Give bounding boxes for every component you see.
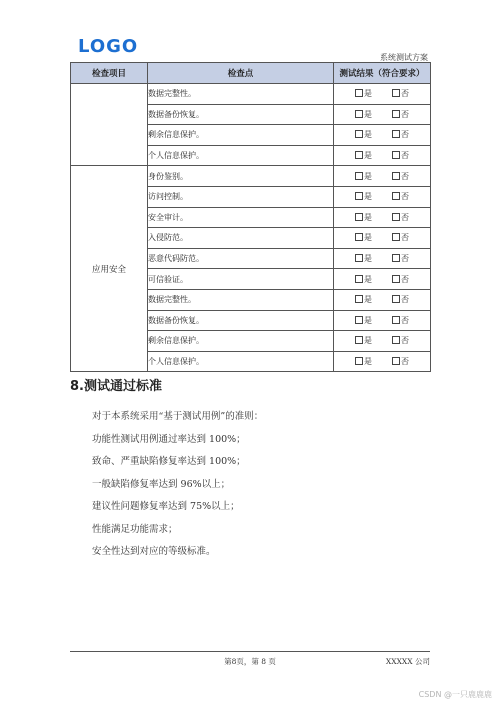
section-title: 8.测试通过标准 (70, 379, 162, 394)
result-cell (334, 104, 431, 125)
checkbox-no[interactable] (392, 192, 400, 200)
checkbox-yes[interactable] (355, 172, 363, 180)
group-cell (71, 84, 148, 166)
result-option-yes (355, 316, 372, 325)
checkbox-no-label: 否 (401, 295, 409, 305)
result-cell (334, 166, 431, 187)
document-title: 系统测试方案 (380, 53, 428, 62)
result-option-yes (355, 110, 372, 119)
criteria-item: 性能满足功能需求； (92, 523, 178, 535)
criteria-item: 对于本系统采用“基于测试用例”的准则： (92, 411, 264, 422)
result-cell (334, 331, 431, 352)
checkbox-no[interactable] (392, 213, 400, 221)
criteria-item: 安全性达到对应的等级标准。 (92, 546, 216, 557)
check-point: 身份鉴别。 (148, 166, 334, 187)
result-cell (334, 228, 431, 249)
criteria-item: 功能性测试用例通过率达到 100%； (92, 433, 246, 445)
result-option-no (392, 172, 409, 181)
result-option-yes (355, 336, 372, 345)
checkbox-yes[interactable] (355, 357, 363, 365)
check-point: 入侵防范。 (148, 228, 334, 249)
checkbox-no-label: 否 (401, 192, 409, 202)
checkbox-yes[interactable] (355, 316, 363, 324)
check-point: 访问控制。 (148, 186, 334, 207)
checkbox-yes-label: 是 (364, 274, 372, 284)
check-point: 个人信息保护。 (148, 145, 334, 166)
result-cell (334, 186, 431, 207)
result-option-yes (355, 233, 372, 242)
result-option-yes (355, 295, 372, 304)
checkbox-yes-label: 是 (364, 254, 372, 264)
checkbox-no-label: 否 (401, 254, 409, 264)
checkbox-no-label: 否 (401, 315, 409, 325)
checkbox-yes[interactable] (355, 254, 363, 262)
checkbox-no-label: 否 (401, 171, 409, 181)
checkbox-no-label: 否 (401, 109, 409, 119)
checkbox-no[interactable] (392, 89, 400, 97)
result-cell (334, 145, 431, 166)
table-row (71, 84, 431, 105)
checkbox-yes-label: 是 (364, 171, 372, 181)
criteria-item: 致命、严重缺陷修复率达到 100%； (92, 456, 246, 467)
checkbox-yes[interactable] (355, 110, 363, 118)
checkbox-yes-label: 是 (364, 336, 372, 346)
result-cell (334, 269, 431, 290)
result-option-no (392, 233, 409, 242)
checkbox-yes[interactable] (355, 192, 363, 200)
table-header-row (71, 63, 431, 84)
test-check-table (70, 62, 431, 372)
watermark: CSDN @一只鹿鹿鹿 (418, 690, 492, 699)
result-option-yes (355, 89, 372, 98)
page-number: 第8页，第 8 页 (224, 657, 276, 666)
check-point: 数据备份恢复。 (148, 104, 334, 125)
result-option-no (392, 89, 409, 98)
checkbox-yes[interactable] (355, 89, 363, 97)
check-point: 数据完整性。 (148, 84, 334, 105)
checkbox-no-label: 否 (401, 233, 409, 243)
criteria-item: 一般缺陷修复率达到 96%以上； (92, 478, 231, 490)
result-option-no (392, 192, 409, 201)
checkbox-yes[interactable] (355, 130, 363, 138)
checkbox-no-label: 否 (401, 89, 409, 99)
checkbox-no[interactable] (392, 233, 400, 241)
result-option-no (392, 110, 409, 119)
result-option-no (392, 275, 409, 284)
result-option-no (392, 254, 409, 263)
column-header: 测试结果（符合要求） (334, 63, 431, 84)
checkbox-yes[interactable] (355, 233, 363, 241)
check-point: 可信验证。 (148, 269, 334, 290)
checkbox-yes-label: 是 (364, 357, 372, 367)
check-point: 数据完整性。 (148, 289, 334, 310)
checkbox-no[interactable] (392, 130, 400, 138)
checkbox-yes-label: 是 (364, 315, 372, 325)
checkbox-yes-label: 是 (364, 192, 372, 202)
checkbox-yes[interactable] (355, 295, 363, 303)
result-option-yes (355, 130, 372, 139)
criteria-item: 建议性问题修复率达到 75%以上； (92, 501, 240, 512)
result-cell (334, 84, 431, 105)
result-cell (334, 207, 431, 228)
checkbox-yes-label: 是 (364, 295, 372, 305)
checkbox-yes-label: 是 (364, 151, 372, 161)
result-option-yes (355, 192, 372, 201)
checkbox-no-label: 否 (401, 130, 409, 140)
result-option-yes (355, 213, 372, 222)
result-option-yes (355, 254, 372, 263)
result-option-no (392, 151, 409, 160)
result-cell (334, 248, 431, 269)
result-option-yes (355, 151, 372, 160)
result-option-yes (355, 275, 372, 284)
checkbox-yes-label: 是 (364, 109, 372, 119)
check-point: 安全审计。 (148, 207, 334, 228)
checkbox-no[interactable] (392, 275, 400, 283)
result-cell (334, 125, 431, 146)
checkbox-no[interactable] (392, 295, 400, 303)
criteria-list (92, 409, 263, 567)
checkbox-no-label: 否 (401, 151, 409, 161)
checkbox-no-label: 否 (401, 336, 409, 346)
result-option-no (392, 357, 409, 366)
column-header: 检查项目 (71, 63, 148, 84)
checkbox-no-label: 否 (401, 357, 409, 367)
table-row (71, 166, 431, 187)
result-option-no (392, 316, 409, 325)
checkbox-no-label: 否 (401, 212, 409, 222)
result-option-no (392, 336, 409, 345)
checkbox-yes[interactable] (355, 275, 363, 283)
checkbox-no[interactable] (392, 316, 400, 324)
result-option-yes (355, 172, 372, 181)
checkbox-no[interactable] (392, 254, 400, 262)
checkbox-yes[interactable] (355, 151, 363, 159)
checkbox-yes[interactable] (355, 213, 363, 221)
check-point: 数据备份恢复。 (148, 310, 334, 331)
checkbox-no[interactable] (392, 110, 400, 118)
checkbox-yes-label: 是 (364, 89, 372, 99)
result-option-yes (355, 357, 372, 366)
checkbox-yes[interactable] (355, 336, 363, 344)
result-cell (334, 289, 431, 310)
result-option-no (392, 213, 409, 222)
check-point: 剩余信息保护。 (148, 125, 334, 146)
checkbox-yes-label: 是 (364, 212, 372, 222)
checkbox-no[interactable] (392, 172, 400, 180)
result-cell (334, 351, 431, 372)
checkbox-no[interactable] (392, 151, 400, 159)
logo: LOGO (78, 36, 139, 57)
checkbox-no[interactable] (392, 357, 400, 365)
checkbox-yes-label: 是 (364, 130, 372, 140)
footer-divider (70, 651, 430, 652)
group-cell: 应用安全 (71, 166, 148, 372)
check-point: 个人信息保护。 (148, 351, 334, 372)
check-point: 恶意代码防范。 (148, 248, 334, 269)
check-point: 剩余信息保护。 (148, 331, 334, 352)
checkbox-no[interactable] (392, 336, 400, 344)
checkbox-no-label: 否 (401, 274, 409, 284)
result-option-no (392, 295, 409, 304)
result-cell (334, 310, 431, 331)
checkbox-yes-label: 是 (364, 233, 372, 243)
result-option-no (392, 130, 409, 139)
column-header: 检查点 (148, 63, 334, 84)
company-name: XXXXX 公司 (385, 657, 430, 666)
